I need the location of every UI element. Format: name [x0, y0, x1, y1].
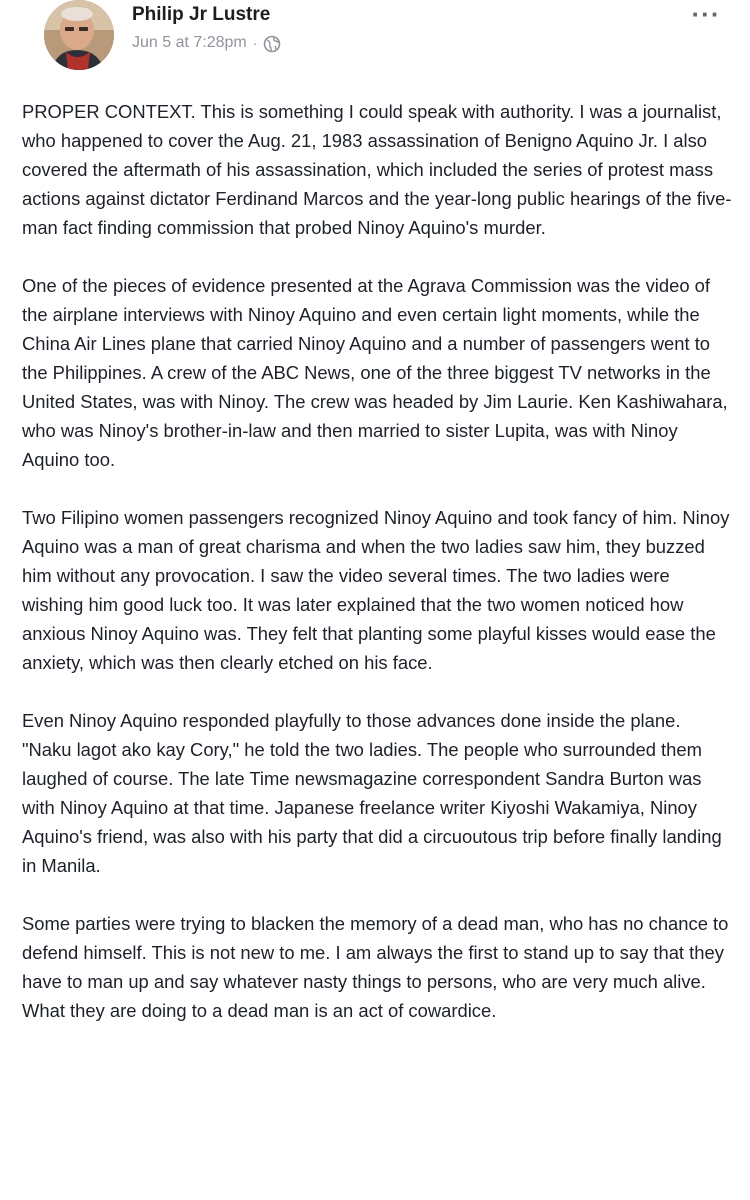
avatar-image [44, 0, 114, 70]
post-paragraph-4: Even Ninoy Aquino responded playfully to those advances done inside the plane. "Naku lagot ako kay Cory," he told the two ladies. The people who surrounded them laughed of course. The late Time newsmagazine correspondent Sandra Burton was with Ninoy Aquino at that time. Japanese freelance writer Kiyoshi Wakamiya, Ninoy Aquino's friend, was also with his party that did a circuoutous trip before finally landing in Manila. [22, 710, 722, 876]
post-body [22, 97, 734, 1054]
post-paragraph-2: One of the pieces of evidence presented at the Agrava Commission was the video of the airplane interviews with Ninoy Aquino and even certain light moments, while the China Air Lines plane that carried Ninoy Aquino and a number of passengers went to the Philippines. A crew of the ABC News, one of the three biggest TV networks in the United States, was with Ninoy. The crew was headed by Jim Laurie. Ken Kashiwahara, who was Ninoy's brother-in-law and then married to sister Lupita, was with Ninoy Aquino too. [22, 275, 728, 470]
author-name[interactable]: Philip Jr Lustre [132, 4, 271, 25]
post-header [22, 0, 728, 86]
author-avatar[interactable] [44, 0, 114, 70]
post-timestamp[interactable]: Jun 5 at 7:28pm [132, 34, 247, 51]
globe-icon[interactable] [263, 35, 281, 53]
post-paragraph-3: Two Filipino women passengers recognized Ninoy Aquino and took fancy of him. Ninoy Aquino was a man of great charisma and when the two ladies saw him, they buzzed him without any provocation. I saw the video several times. The two ladies were wishing him good luck too. It was later explained that the two women noticed how anxious Ninoy Aquino was. They felt that planting some playful kisses would ease the anxiety, which was then clearly etched on his face. [22, 507, 730, 673]
post-meta [132, 34, 281, 52]
more-options-icon: ··· [691, 0, 721, 29]
post-paragraph-5: Some parties were trying to blacken the memory of a dead man, who has no chance to defend himself. This is not new to me. I am always the first to stand up to say that they have to man up and say whatever nasty things to persons, who are very much alive. What they are doing to a dead man is an act of cowardice. [22, 913, 729, 1021]
post-paragraph-1: PROPER CONTEXT. This is something I could speak with authority. I was a journalist, who happened to cover the Aug. 21, 1983 assassination of Benigno Aquino Jr. I also covered the aftermath of his assassination, which included the series of protest mass actions against dictator Ferdinand Marcos and the year-long public hearings of the five-man fact finding commission that probed Ninoy Aquino's murder. [22, 101, 732, 238]
more-options-button[interactable] [684, 0, 728, 28]
meta-separator: · [252, 35, 258, 51]
